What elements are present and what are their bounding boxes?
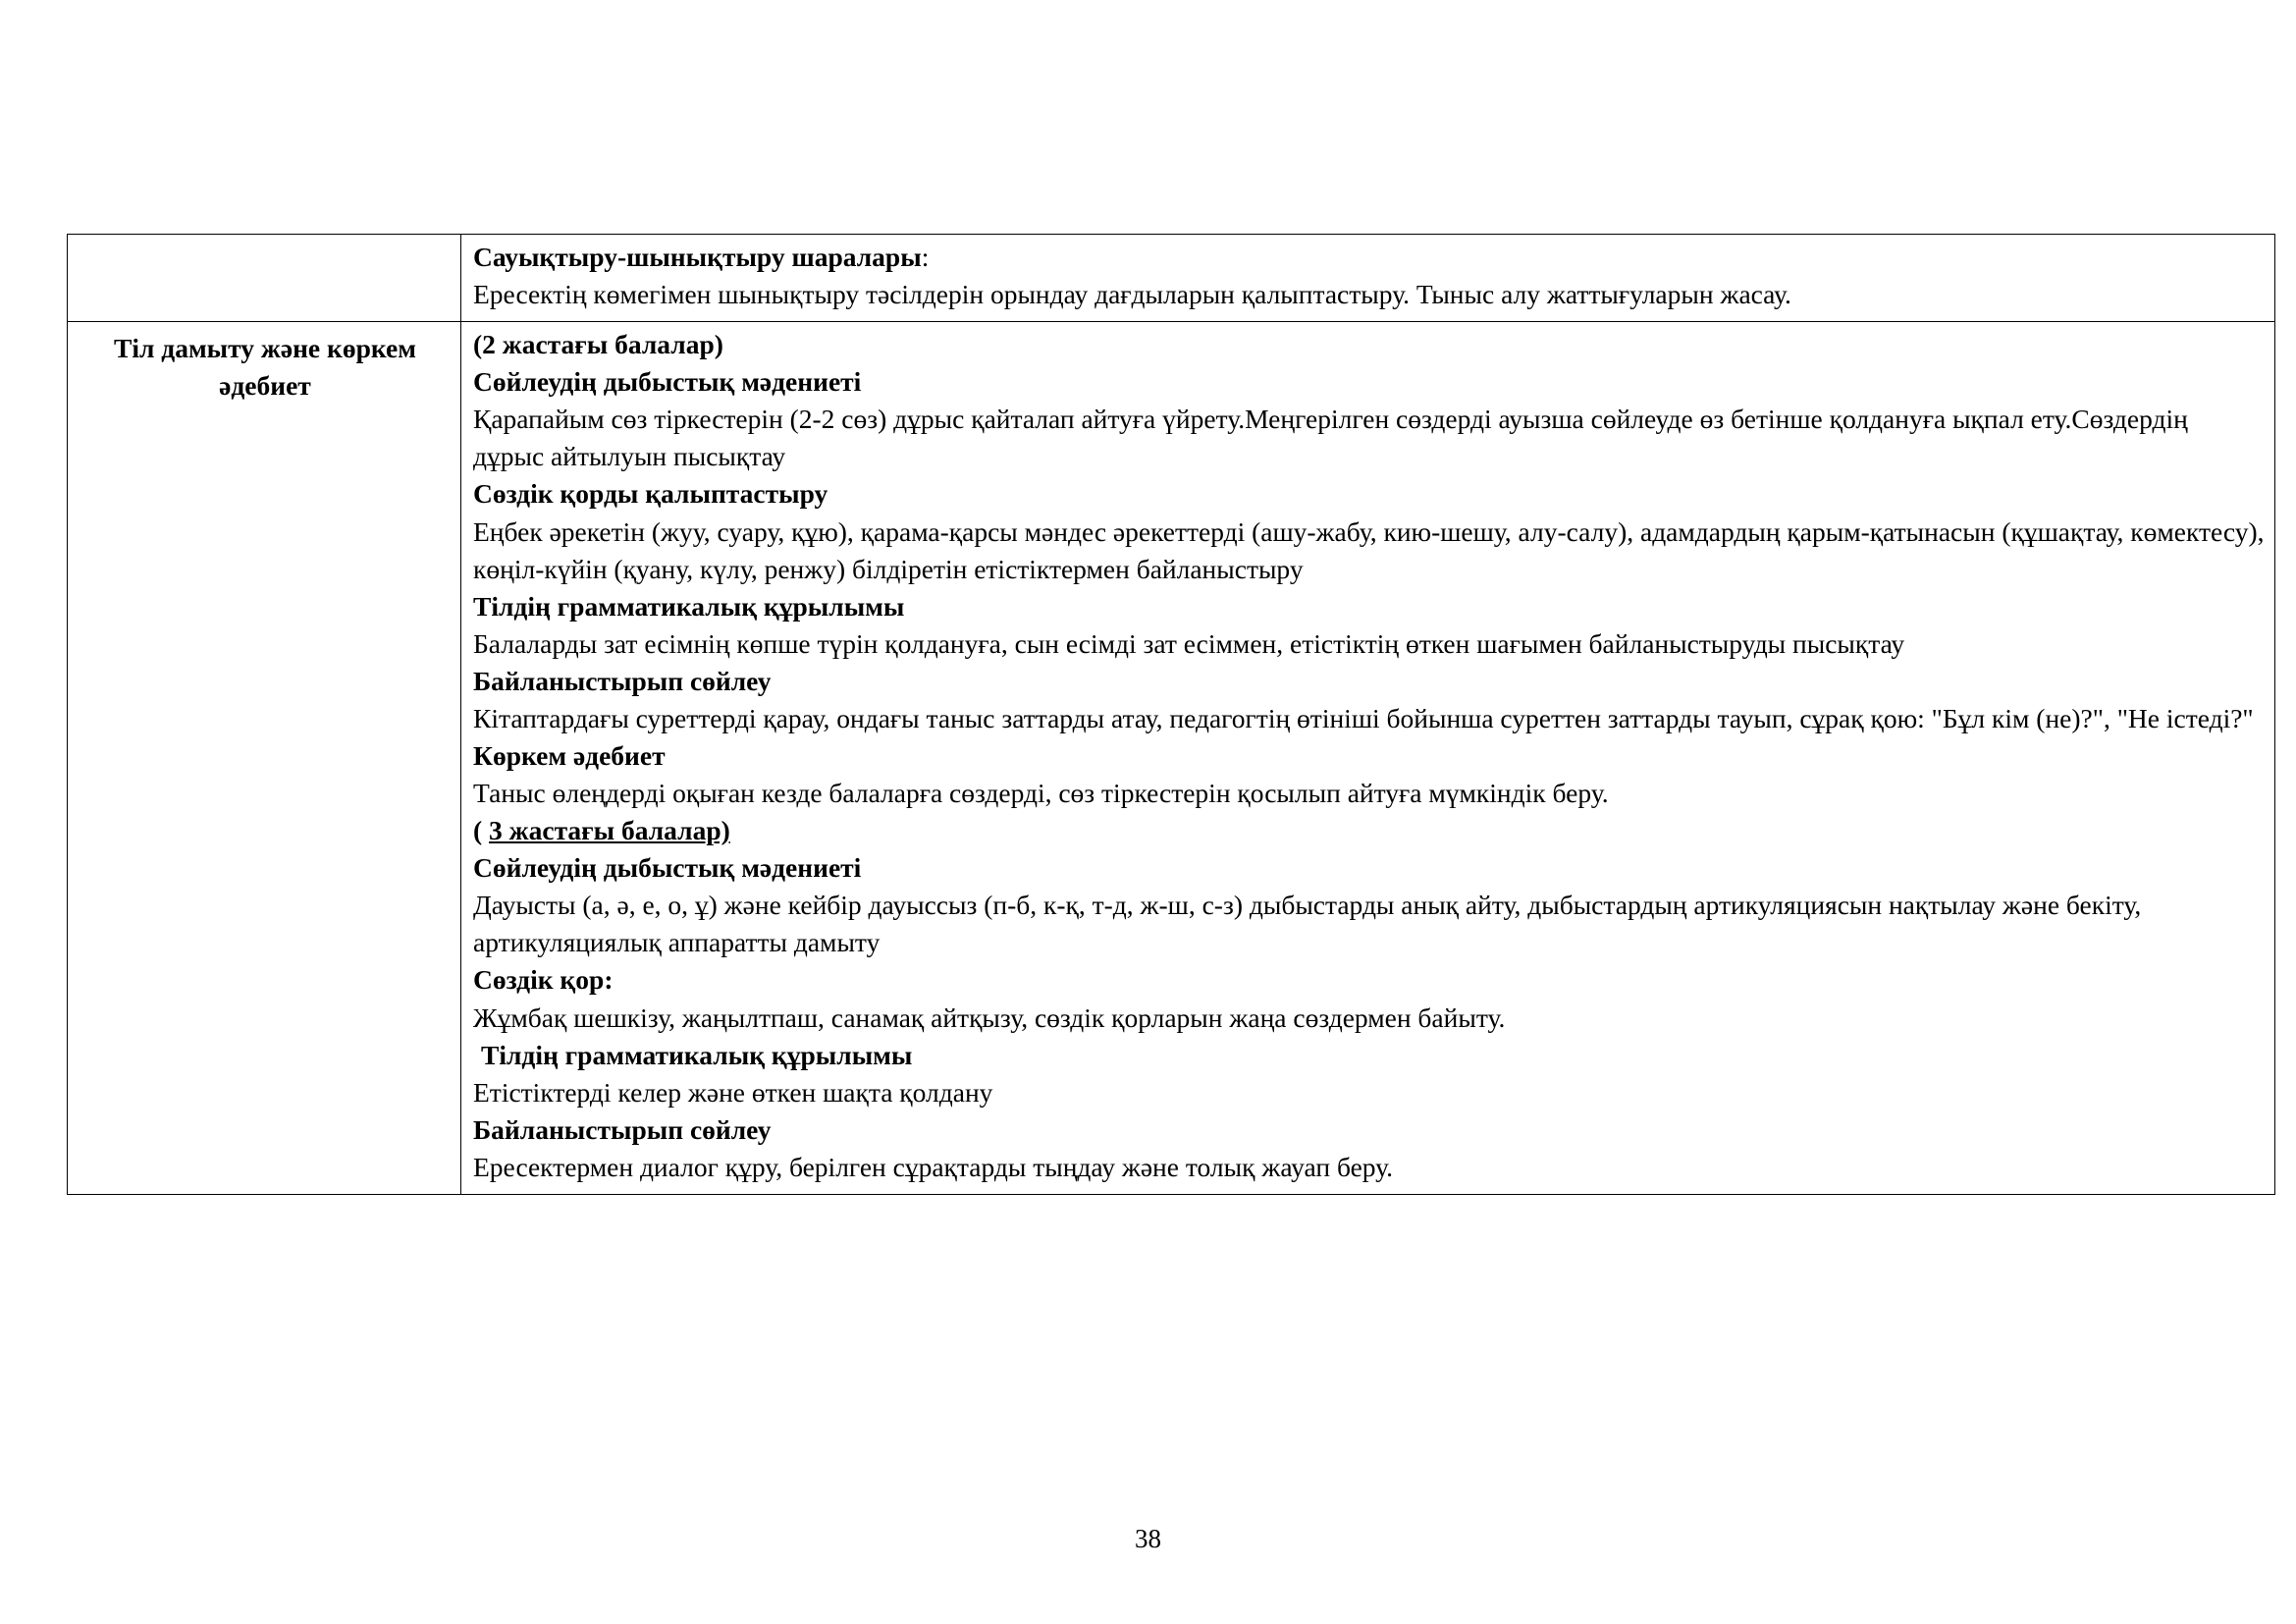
section-heading-underlined bbox=[473, 812, 2265, 849]
section-heading: Сөйлеудің дыбыстық мәдениеті bbox=[473, 366, 862, 398]
section-heading: (2 жастағы балалар) bbox=[473, 329, 723, 360]
heading-tail: : bbox=[921, 242, 930, 272]
row-label-text: Тіл дамыту және көркем әдебиет bbox=[114, 333, 416, 402]
section-heading: Сөздік қорды қалыптастыру bbox=[473, 478, 828, 510]
table-row bbox=[68, 235, 2275, 322]
section-heading: Сөйлеудің дыбыстық мәдениеті bbox=[473, 852, 862, 884]
paragraph-text: Ересектің көмегімен шынықтыру тәсілдерін орындау дағдыларын қалыптастыру. Тыныс алу жаттығуларын жасау. bbox=[473, 279, 1791, 310]
paragraph-text: Етістіктерді келер және өткен шақта қолдану bbox=[473, 1076, 993, 1108]
paragraph-text: Жұмбақ шешкізу, жаңылтпаш, санамақ айтқызу, сөздік қорларын жаңа сөздермен байыту. bbox=[473, 1001, 1506, 1033]
paragraph-heading-inline bbox=[473, 239, 2265, 276]
section-heading: Байланыстырып сөйлеу bbox=[473, 1113, 772, 1145]
section-heading: Байланыстырып сөйлеу bbox=[473, 665, 772, 696]
row-body-cell bbox=[461, 235, 2275, 322]
row-label-cell bbox=[68, 322, 461, 1195]
content-table bbox=[67, 234, 2275, 1195]
paragraph-text: Ересектермен диалог құру, берілген сұрақтарды тыңдау және толық жауап беру. bbox=[473, 1151, 1394, 1182]
section-heading: Тілдің грамматикалық құрылымы bbox=[481, 1039, 913, 1070]
heading-text: Сауықтыру-шынықтыру шаралары bbox=[473, 242, 922, 272]
paragraph-text: Балаларды зат есімнің көпше түрін қолдануға, сын есімді зат есіммен, етістіктің өткен шағымен байланыстыруды пысықтау bbox=[473, 627, 1905, 659]
section-heading: Тілдің грамматикалық құрылымы bbox=[473, 590, 905, 622]
heading-prefix: ( bbox=[473, 815, 490, 846]
page-number: 38 bbox=[1135, 1524, 1161, 1553]
row-label-cell bbox=[68, 235, 461, 322]
table-row bbox=[68, 322, 2275, 1195]
section-heading: Сөздік қор: bbox=[473, 964, 614, 996]
row-body-cell bbox=[461, 322, 2275, 1195]
row-label-text bbox=[80, 239, 451, 243]
paragraph-text: Дауысты (а, ә, е, о, ұ) және кейбір дауыссыз (п-б, к-қ, т-д, ж-ш, с-з) дыбыстарды анық айту, дыбыстардың артикуляциясын нақтылау және бекіту, артикуляциялық аппаратты дамыту bbox=[473, 890, 2142, 958]
paragraph-text: Таныс өлеңдерді оқыған кезде балаларға сөздерді, сөз тіркестерін қосылып айтуға мүмкіндік беру. bbox=[473, 778, 1609, 809]
paragraph-text: Еңбек әрекетін (жуу, суару, құю), қарама-қарсы мәндес әрекеттерді (ашу-жабу, кию-шешу, алу-салу), адамдардың қарым-қатынасын (құшақтау, көмектесу), көңіл-күйін (қуану, күлу, ренжу) білдіретін етістіктермен байланыстыру bbox=[473, 515, 2265, 584]
paragraph-text: Қарапайым сөз тіркестерін (2-2 сөз) дұрыс қайталап айтуға үйрету.Меңгерілген сөздерді ауызша сөйлеуде өз бетінше қолдануға ықпал ету.Сөздердің дұрыс айтылуын пысықтау bbox=[473, 404, 2188, 472]
heading-underlined-text: 3 жастағы балалар) bbox=[489, 815, 730, 846]
section-heading: Көркем әдебиет bbox=[473, 740, 666, 772]
paragraph-text: Кітаптардағы суреттерді қарау, ондағы таныс заттарды атау, педагогтің өтініші бойынша суреттен заттарды тауып, сұрақ қою: "Бұл кім (не)?", "Не істеді?" bbox=[473, 702, 2254, 733]
